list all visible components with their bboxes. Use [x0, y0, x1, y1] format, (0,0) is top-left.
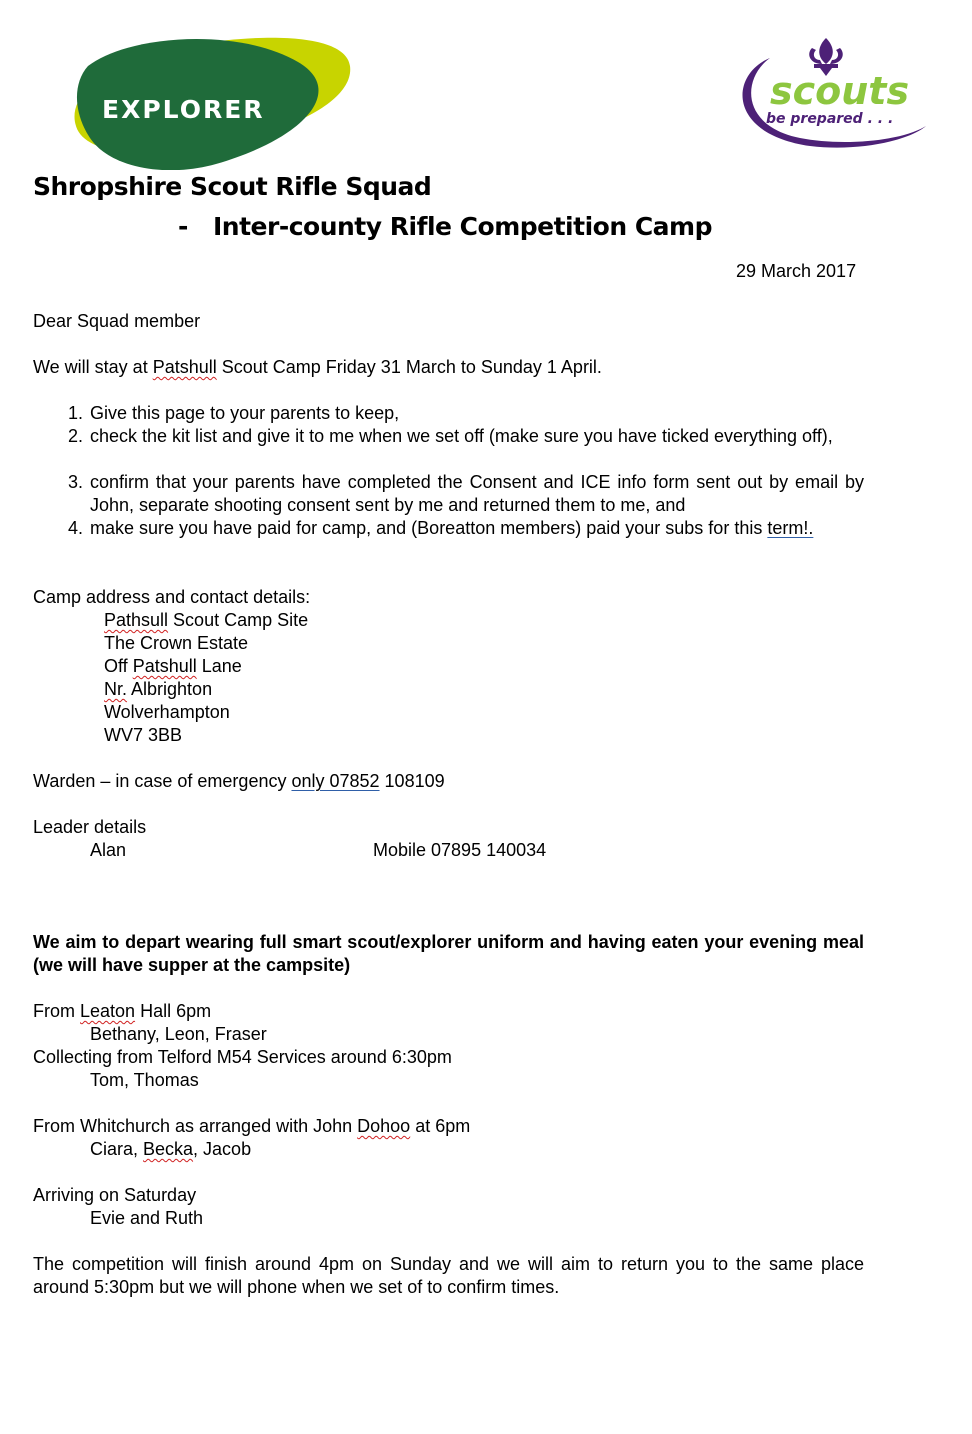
leader-heading: Leader details	[33, 817, 147, 837]
pickup-contact: Dohoo	[357, 1116, 411, 1136]
greeting: Dear Squad member	[33, 311, 201, 331]
pickup-from: From	[33, 1001, 80, 1021]
pickup-time: at 6pm	[410, 1116, 471, 1136]
scouts-logo	[730, 34, 930, 154]
address-lane-name: Patshull	[132, 656, 197, 676]
letter-date: 29 March 2017	[736, 261, 857, 281]
list-number: 3.	[68, 472, 84, 492]
list-text: confirm that your parents have completed the Consent and ICE info form sent out by email by John, separate shooting consent sent by me and returned them to me, and	[90, 472, 864, 515]
pickup-name: , Jacob	[193, 1139, 252, 1159]
address-line-2: The Crown Estate	[104, 633, 249, 653]
heading-subtitle-text: Inter-county Rifle Competition Camp	[213, 212, 712, 241]
address-site-name: Pathsull	[104, 610, 169, 630]
pickup-whitchurch	[33, 1115, 470, 1138]
camp-heading: Camp address and contact details:	[33, 587, 311, 607]
address-line-3	[104, 655, 242, 678]
pickup-whitchurch-names	[90, 1138, 251, 1161]
list-text	[90, 517, 864, 540]
pickup-telford-names: Tom, Thomas	[90, 1070, 199, 1090]
list-text: check the kit list and give it to me when we set off (make sure you have ticked everything off),	[90, 426, 833, 446]
scouts-logo-text: scouts	[770, 69, 910, 113]
list-text-term: term!.	[767, 518, 814, 538]
list-item	[68, 402, 864, 425]
list-number: 4.	[68, 518, 84, 538]
arrival-saturday: Arriving on Saturday	[33, 1185, 197, 1205]
address-line-4	[104, 678, 212, 701]
intro-paragraph	[33, 356, 602, 379]
heading-subtitle	[178, 212, 712, 241]
pickup-name: Becka	[143, 1139, 194, 1159]
address-postcode: WV7 3BB	[104, 725, 183, 745]
intro-place: Patshull	[152, 357, 217, 377]
list-item	[68, 471, 864, 517]
address-off: Off	[104, 656, 133, 676]
list-item	[68, 517, 864, 540]
address-line-1	[104, 609, 308, 632]
list-number: 1.	[68, 403, 84, 423]
address-town: Albrighton	[127, 679, 213, 699]
pickup-place: Leaton	[80, 1001, 136, 1021]
heading-title: Shropshire Scout Rifle Squad	[33, 172, 432, 201]
scouts-tagline: be prepared . . .	[766, 111, 894, 127]
list-text-before: make sure you have paid for camp, and (Boreatton members) paid your subs for this	[90, 518, 768, 538]
pickup-name: Ciara,	[90, 1139, 144, 1159]
depart-notice: We aim to depart wearing full smart scout/explorer uniform and having eaten your evening meal (we will have supper at the campsite)	[33, 932, 864, 975]
closing-paragraph: The competition will finish around 4pm on Sunday and we will aim to return you to the same place around 5:30pm but we will phone when we set of to confirm times.	[33, 1254, 864, 1297]
pickup-leaton-names: Bethany, Leon, Fraser	[90, 1024, 267, 1044]
leader-name: Alan	[90, 840, 127, 860]
arrival-saturday-names: Evie and Ruth	[90, 1208, 204, 1228]
leader-mobile: Mobile 07895 140034	[373, 840, 547, 860]
address-nr: Nr.	[104, 679, 128, 699]
intro-after: Scout Camp Friday 31 March to Sunday 1 April.	[216, 357, 602, 377]
explorer-logo	[66, 26, 352, 170]
list-text: Give this page to your parents to keep,	[90, 403, 400, 423]
address-line-5: Wolverhampton	[104, 702, 230, 722]
pickup-time: Hall 6pm	[135, 1001, 212, 1021]
list-item	[68, 425, 864, 448]
pickup-from: From Whitchurch as arranged with John	[33, 1116, 358, 1136]
explorer-logo-text: EXPLORER	[102, 95, 265, 124]
pickup-telford: Collecting from Telford M54 Services around 6:30pm	[33, 1047, 452, 1067]
warden-number-start: only 07852	[291, 771, 380, 791]
list-number: 2.	[68, 426, 84, 446]
warden-contact	[33, 770, 445, 793]
warden-number-end: 108109	[379, 771, 445, 791]
pickup-leaton	[33, 1000, 211, 1023]
intro-before: We will stay at	[33, 357, 153, 377]
address-lane: Lane	[196, 656, 242, 676]
address-site-suffix: Scout Camp Site	[168, 610, 309, 630]
heading-dash: -	[178, 212, 188, 241]
warden-label: Warden – in case of emergency	[33, 771, 292, 791]
